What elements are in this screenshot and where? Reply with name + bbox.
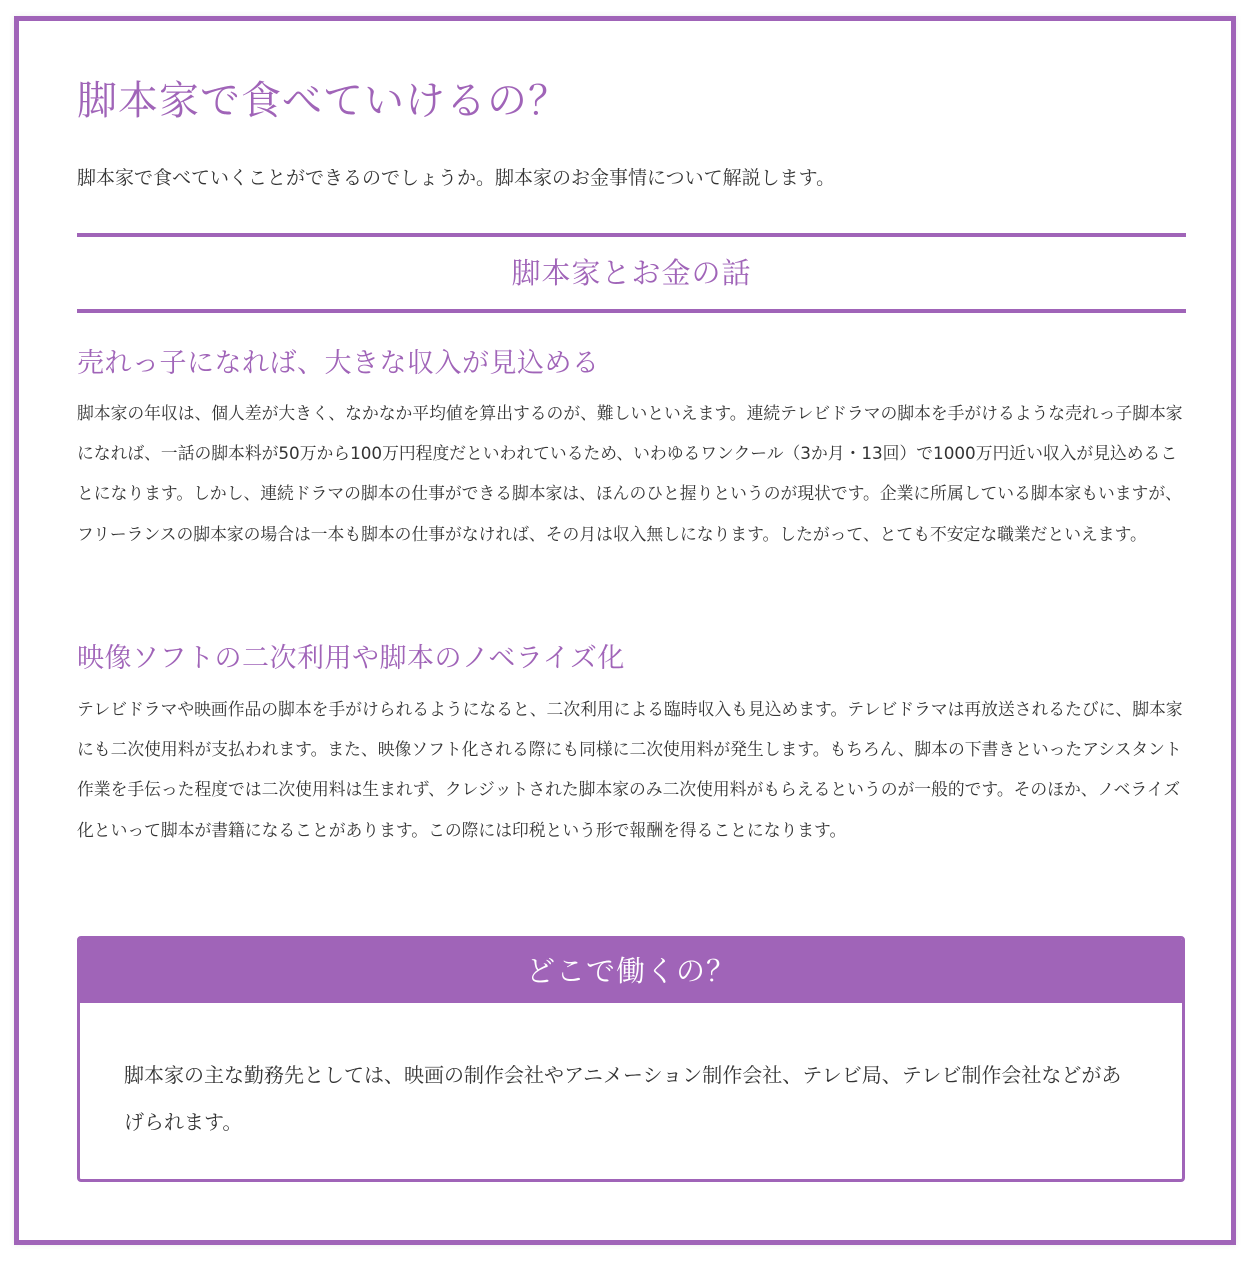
lead-text: 脚本家で食べていくことができるのでしょうか。脚本家のお金事情について解説します。 xyxy=(77,167,836,189)
topic-heading-secondary-use: 映像ソフトの二次利用や脚本のノベライズ化 xyxy=(77,643,625,674)
topic-body-secondary-use: テレビドラマや映画作品の脚本を手がけられるようになると、二次利用による臨時収入も見込めます。テレビドラマは再放送されるたびに、脚本家にも二次使用料が支払われます。また、映像ソフト化される際にも同様に二次使用料が発生します。もちろん、脚本の下書きといったアシスタント作業を手伝った程度では二次使用料は生まれず、クレジットされた脚本家のみ二次使用料がもらえるというのが一般的です。そのほか、ノベライズ化といって脚本が書籍になることがあります。この際には印税という形で報酬を得ることになります。 xyxy=(77,699,1183,840)
content-frame xyxy=(14,16,1236,1245)
section-header xyxy=(77,233,1186,313)
page-title: 脚本家で食べていけるの？ xyxy=(77,78,569,124)
topic-heading-income: 売れっ子になれば、大きな収入が見込める xyxy=(77,348,600,379)
section-title: 脚本家とお金の話 xyxy=(511,256,752,290)
workplace-card-header: どこで働くの？ xyxy=(80,939,1182,1003)
topic-body-income: 脚本家の年収は、個人差が大きく、なかなか平均値を算出するのが、難しいといえます。連続テレビドラマの脚本を手がけるような売れっ子脚本家になれば、一話の脚本料が50万から100万円程度だといわれているため、いわゆるワンクール（3か月・13回）で1000万円近い収入が見込めることになります。しかし、連続ドラマの脚本の仕事ができる脚本家は、ほんのひと握りというのが現状です。企業に所属している脚本家もいますが、フリーランスの脚本家の場合は一本も脚本の仕事がなければ、その月は収入無しになります。したがって、とても不安定な職業だといえます。 xyxy=(77,403,1183,544)
workplace-card xyxy=(77,936,1185,1182)
workplace-card-body: 脚本家の主な勤務先としては、映画の制作会社やアニメーション制作会社、テレビ局、テレビ制作会社などがあげられます。 xyxy=(124,1063,1122,1134)
